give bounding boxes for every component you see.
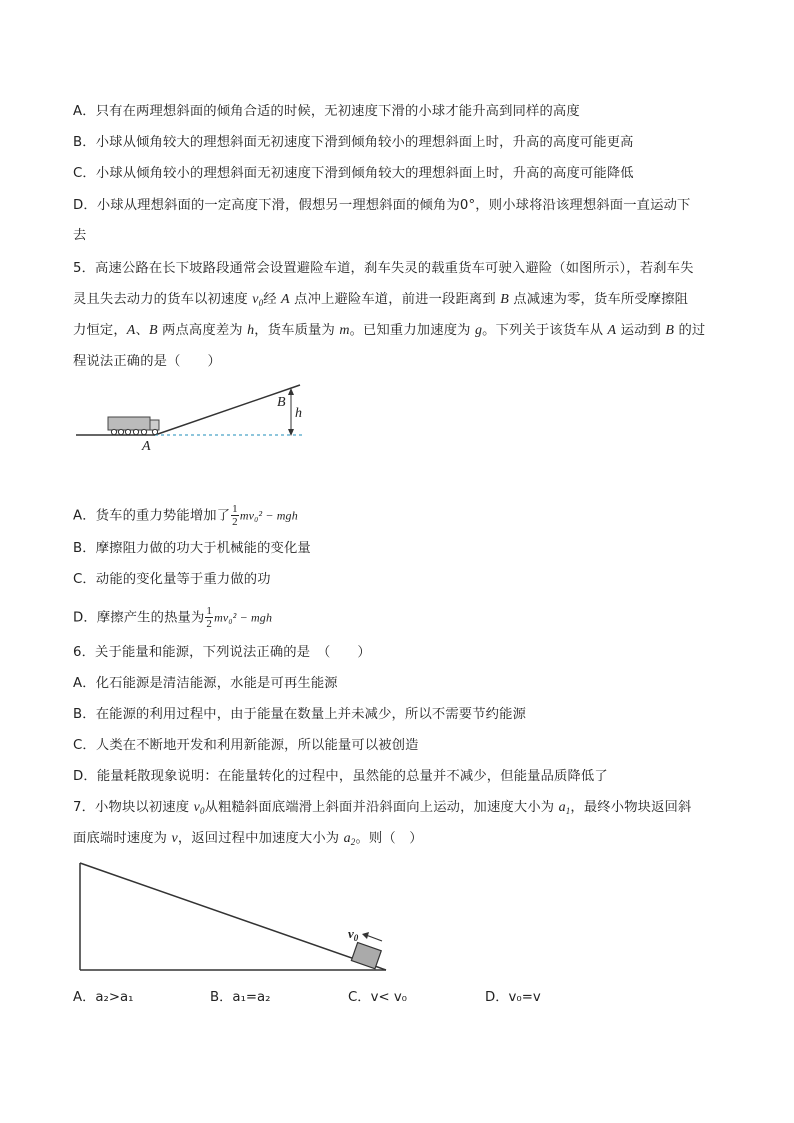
- q7-option-d: D．v₀=v: [485, 990, 541, 1005]
- q4-option-b: B．小球从倾角较大的理想斜面无初速度下滑到倾角较小的理想斜面上时，升高的高度可能更高: [73, 135, 634, 150]
- q5-option-c: C．动能的变化量等于重力做的功: [73, 572, 271, 587]
- q7-option-a: A．a₂>a₁: [73, 990, 134, 1005]
- q5-stem-line4: 程说法正确的是（ ）: [73, 354, 221, 369]
- q7-incline-figure: [76, 860, 396, 975]
- label-b: B: [277, 395, 286, 410]
- q4-option-d-cont: 去: [73, 228, 87, 243]
- q6-option-d: D．能量耗散现象说明：在能量转化的过程中，虽然能的总量并不减少，但能量品质降低了: [73, 769, 608, 784]
- label-v0: $v_0$: [348, 926, 359, 943]
- q6-stem: 6．关于能量和能源，下列说法正确的是 （ ）: [73, 645, 371, 660]
- ramp-line: [155, 385, 300, 435]
- label-h: h: [295, 406, 302, 421]
- truck-icon: [108, 417, 159, 435]
- q6-option-c: C．人类在不断地开发和利用新能源，所以能量可以被创造: [73, 738, 419, 753]
- q7-option-b: B．a₁=a₂: [210, 990, 271, 1005]
- q5-stem-line3: 力恒定，A、B 两点高度差为 h，货车质量为 m。已知重力加速度为 g。下列关于该货车从 A 运动到 B 的过: [73, 323, 706, 338]
- q6-option-b: B．在能源的利用过程中，由于能量在数量上并未减少，所以不需要节约能源: [73, 707, 527, 722]
- fraction: $\frac{1}{2}$: [206, 605, 213, 630]
- fraction: $\frac{1}{2}$: [232, 503, 238, 528]
- q7-option-c: C．v< v₀: [348, 990, 408, 1005]
- q5-option-d: D．摩擦产生的热量为 $\frac{1}{2}$ mv₀² − mgh: [73, 605, 273, 630]
- block: [351, 943, 381, 969]
- q4-option-d: D．小球从理想斜面的一定高度下滑，假想另一理想斜面的倾角为0°，则小球将沿该理想斜面一直运动下: [73, 198, 691, 213]
- q5-ramp-figure: [70, 380, 320, 455]
- q6-option-a: A．化石能源是清洁能源，水能是可再生能源: [73, 676, 338, 691]
- q5-stem-line2: 灵且失去动力的货车以初速度 $v_0$经 A 点冲上避险车道，前进一段距离到 B 点减速为零，货车所受摩擦阻: [73, 292, 689, 308]
- q5-stem-line1: 5．高速公路在长下坡路段通常会设置避险车道，刹车失灵的载重货车可驶入避险（如图所示），若刹车失: [73, 261, 694, 276]
- q7-stem-line2: 面底端时速度为 v，返回过程中加速度大小为 $a_2$。则（ ）: [73, 831, 423, 847]
- incline-slope: [80, 863, 386, 970]
- q4-option-c: C．小球从倾角较小的理想斜面无初速度下滑到倾角较大的理想斜面上时，升高的高度可能降低: [73, 166, 634, 181]
- velocity-arrow: [366, 935, 382, 941]
- label-a: A: [142, 439, 151, 454]
- q4-option-a: A．只有在两理想斜面的倾角合适的时候，无初速度下滑的小球才能升高到同样的高度: [73, 104, 580, 119]
- q5-option-a: A．货车的重力势能增加了 $\frac{1}{2}$ mv₀² − mgh: [73, 503, 298, 528]
- velocity-arrow-head: [362, 932, 369, 939]
- q7-stem-line1: 7．小物块以初速度 $v_0$从粗糙斜面底端滑上斜面并沿斜面向上运动，加速度大小为 $a_1$，最终小物块返回斜: [73, 800, 692, 816]
- q5-option-b: B．摩擦阻力做的功大于机械能的变化量: [73, 541, 311, 556]
